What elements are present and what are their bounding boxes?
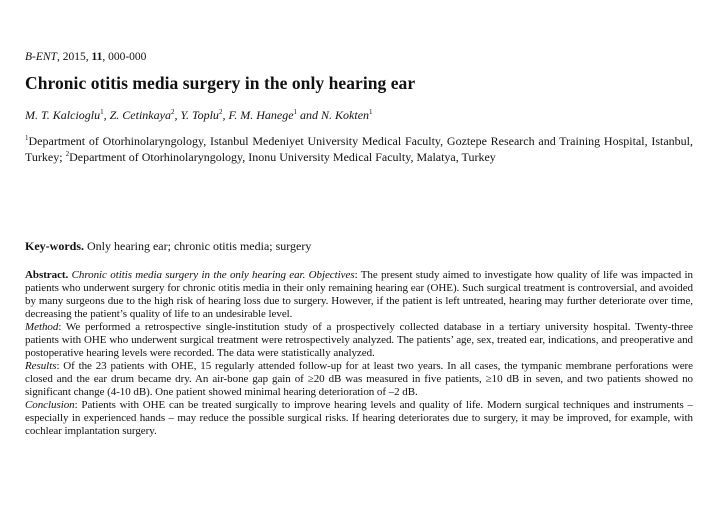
author-name: M. T. Kalcioglu [25,108,101,122]
abstract-conclusion [25,399,693,438]
affiliation-2: Department of Otorhinolaryngology, Inonu University Medical Faculty, Malatya, Turkey [69,149,496,164]
author-name: F. M. Hanege [228,108,294,122]
abstract-label: Abstract. [25,269,69,281]
conclusion-text: : Patients with OHE can be treated surgically to improve hearing levels and quality of life. Modern surgical techniques and instruments – especially in experienced hands – may reduce the possible surgical risks. If hearing deteriorates due to surgery, it may be improved, for example, with cochlear implantation surgery. [25,399,693,437]
abstract-title: Chronic otitis media surgery in the only hearing ear. Objectives [68,269,355,281]
affil-sup-2: 2 [65,149,70,158]
author-affil-sup: 2 [218,108,223,116]
journal-volume: 11 [91,51,103,63]
results-text: : Of the 23 patients with OHE, 15 regularly attended follow-up for at least two years. In all cases, the tympanic membrane perforations were closed and the ear drum became dry. An air-bone gap gain of ≥20 dB was measured in five patients, ≥10 dB in seven, and two patients showed no significant change (4-10 dB). One patient showed minimal hearing deterioration of –2 dB. [25,360,693,398]
author-affil-sup: 1 [100,108,104,116]
abstract [25,269,693,438]
journal-year: , 2015, [56,51,92,63]
author-sep: and [297,108,322,122]
author-list [25,108,693,123]
journal-pages: , 000-000 [102,51,147,63]
paper-page [25,50,693,438]
author-name: N. Kokten [321,108,370,122]
keywords [25,239,693,254]
author-affil-sup: 1 [293,108,298,116]
keywords-label: Key-words. [25,239,84,253]
author-affil-sup: 2 [170,108,175,116]
journal-name: B-ENT [25,51,57,63]
conclusion-label: Conclusion [25,399,75,411]
author-sep: , [222,108,229,122]
author-name: Z. Cetinkaya [109,108,171,122]
keywords-text: Only hearing ear; chronic otitis media; surgery [84,239,312,253]
affil-sup-1: 1 [25,134,29,142]
results-label: Results [25,360,57,372]
abstract-objectives [25,269,693,321]
affiliations [25,134,693,165]
author-sep: , [174,108,181,122]
author-sep: , [103,108,110,122]
method-label: Method [25,321,59,333]
author-name: Y. Toplu [180,108,219,122]
paper-title: Chronic otitis media surgery in the only hearing ear [25,73,416,93]
method-text: : We performed a retrospective single-institution study of a prospectively collected database in a tertiary university hospital. Twenty-three patients with OHE who underwent surgical treatment were retrospectively analyzed. The patients’ age, sex, treated ear, indications, and preoperative and postoperative hearing levels were recorded. The data were statistically analyzed. [25,321,693,359]
abstract-results [25,360,693,399]
author-affil-sup: 1 [369,108,373,116]
abstract-method [25,321,693,360]
journal-citation [25,50,693,64]
objectives-text: : The present study aimed to investigate how quality of life was impacted in patients who underwent surgery for chronic otitis media in their only remaining hearing ear (OHE). Such surgical treatment is controversial, and avoided by many surgeons due to the high risk of hearing loss due to surgery. However, if the patient is left untreated, hearing may further deteriorate over time, decreasing the patient’s quality of life to an undesirable level. [25,269,693,320]
affiliation-1: Department of Otorhinolaryngology, Istanbul Medeniyet University Medical Faculty, Goztepe Research and Training Hospital, Istanbul, Turkey; [25,134,693,164]
